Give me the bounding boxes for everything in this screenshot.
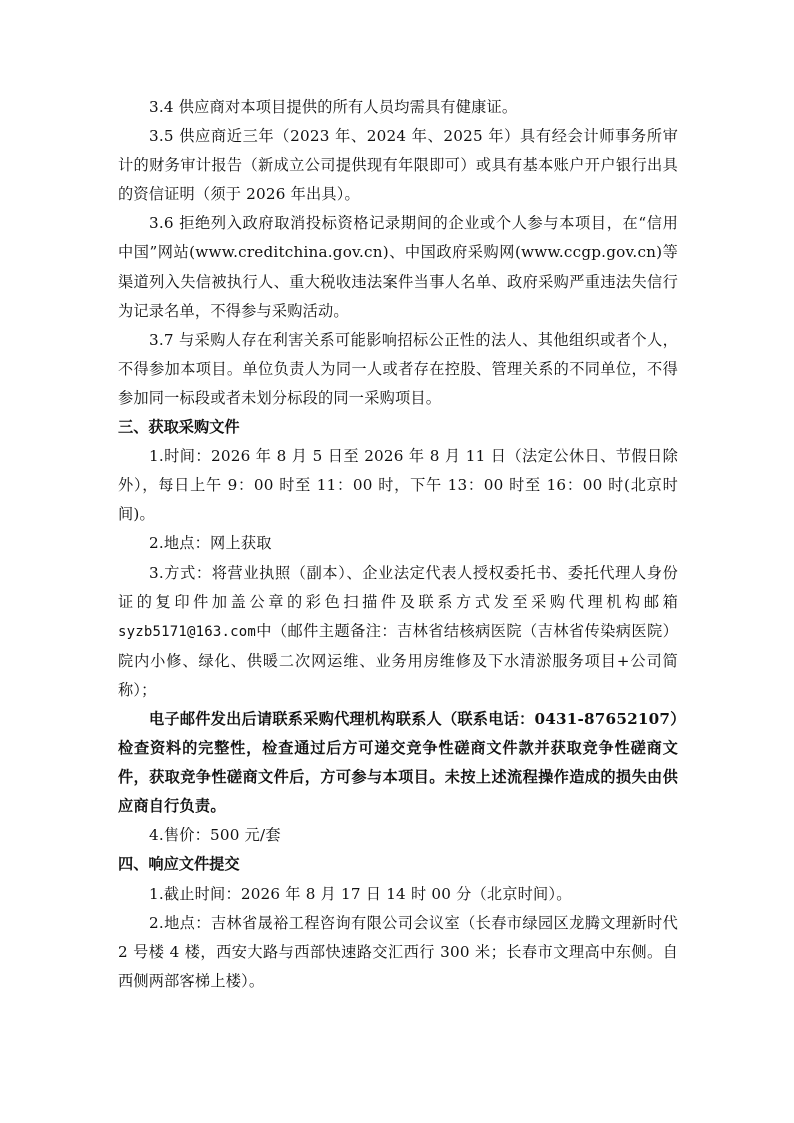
section-heading-submission: 四、响应文件提交 (118, 855, 240, 874)
document-body (118, 93, 678, 996)
clause-3-4: 3.4 供应商对本项目提供的所有人员均需具有健康证。 (149, 98, 518, 116)
submission-place: 2.地点：吉林省晟裕工程咨询有限公司会议室（长春市绿园区龙腾文理新时代 2 号楼 4 楼，西安大路与西部快速路交汇西行 300 米；长春市文理高中东侧。自西侧两部客梯上楼）。 (118, 913, 678, 990)
price: 4.售价：500 元/套 (149, 826, 281, 845)
clause-3-6: 3.6 拒绝列入政府取消投标资格记录期间的企业或个人参与本项目，在“信用中国”网站(www.creditchina.gov.cn)、中国政府采购网(www.ccgp.gov.cn)等渠道列入失信被执行人、重大税收违法案件当事人名单、政府采购严重违法失信行为记录名单，不得参与采购活动。 (118, 214, 678, 320)
obtain-method-subject: 中（邮件主题备注：吉林省结核病医院（吉林省传染病医院）院内小修、绿化、供暖二次网运维、业务用房维修及下水清淤服务项目+公司简称）； (118, 621, 678, 699)
obtain-method (118, 559, 678, 705)
bold-notice: 电子邮件发出后请联系采购代理机构联系人（联系电话：0431-87652107）检查资料的完整性，检查通过后方可递交竞争性磋商文件款并获取竞争性磋商文件，获取竞争性磋商文件后，方可参与本项目。未按上述流程操作造成的损失由供应商自行负责。 (118, 709, 678, 816)
obtain-method-text: 3.方式：将营业执照（副本）、企业法定代表人授权委托书、委托代理人身份证的复印件加盖公章的彩色扫描件及联系方式发至采购代理机构邮箱 (118, 563, 678, 611)
section-heading-obtain-documents: 三、获取采购文件 (118, 418, 240, 437)
email-address: syzb5171@163.com (118, 623, 257, 640)
clause-3-5: 3.5 供应商近三年（2023 年、2024 年、2025 年）具有经会计师事务所审计的财务审计报告（新成立公司提供现有年限即可）或具有基本账户开户银行出具的资信证明（须于 2026 年出具）。 (118, 127, 678, 204)
obtain-time: 1.时间：2026 年 8 月 5 日至 2026 年 8 月 11 日（法定公休日、节假日除外），每日上午 9：00 时至 11：00 时，下午 13：00 时至 16：00 时(北京时间)。 (118, 447, 678, 524)
submission-deadline: 1.截止时间：2026 年 8 月 17 日 14 时 00 分（北京时间）。 (149, 884, 572, 903)
obtain-place: 2.地点：网上获取 (149, 534, 272, 553)
clause-3-7: 3.7 与采购人存在利害关系可能影响招标公正性的法人、其他组织或者个人，不得参加本项目。单位负责人为同一人或者存在控股、管理关系的不同单位，不得参加同一标段或者未划分标段的同一采购项目。 (118, 330, 678, 407)
